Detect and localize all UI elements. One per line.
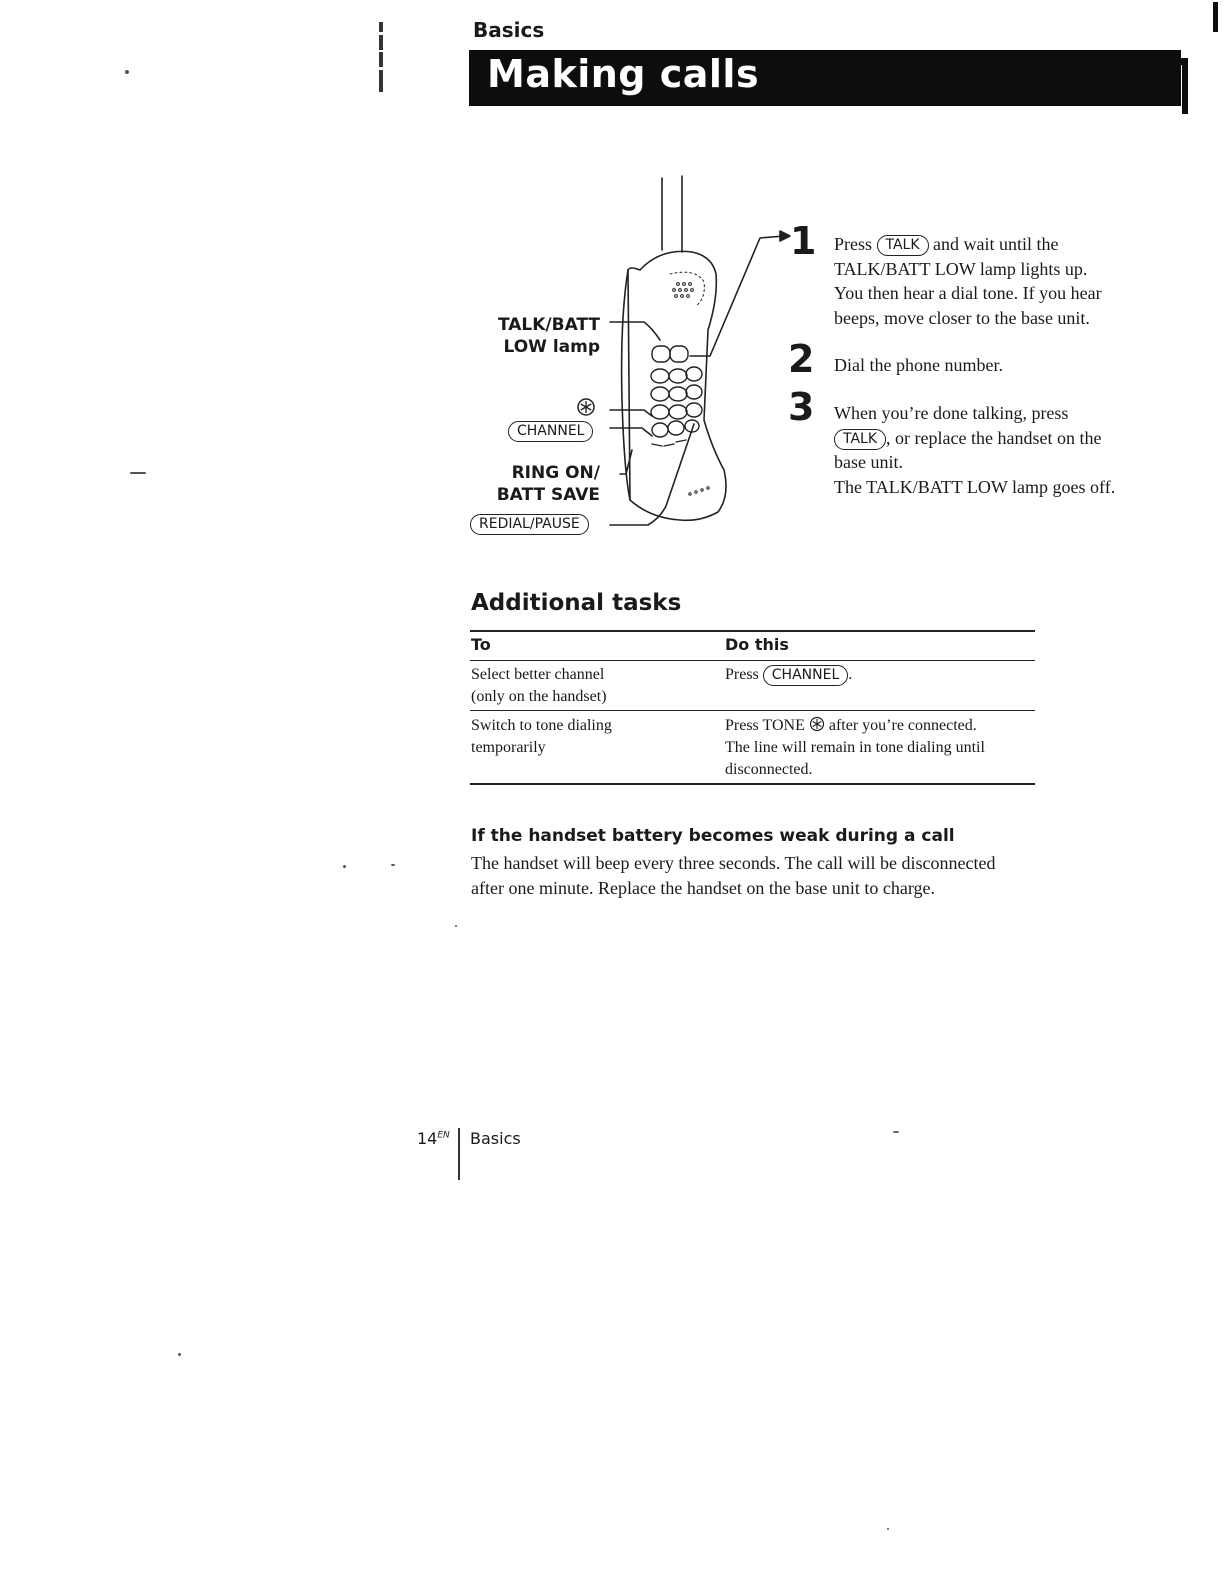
channel-key: CHANNEL xyxy=(763,665,848,686)
page-title: Making calls xyxy=(487,52,760,96)
binding-marks xyxy=(378,22,384,92)
table-cell: Press xyxy=(725,666,759,683)
table-bottom-rule xyxy=(470,783,1035,785)
talk-batt-low-lamp-label xyxy=(480,314,600,358)
table-cell: after you’re connected. xyxy=(828,717,977,734)
table-cell: The line will remain in tone dialing until xyxy=(725,739,985,756)
ring-label-line2: BATT SAVE xyxy=(496,485,600,505)
keypad xyxy=(651,346,702,446)
step-2-text xyxy=(834,353,1164,378)
step-3-line: The TALK/BATT LOW lamp goes off. xyxy=(834,476,1116,497)
table-cell: Switch to tone dialing xyxy=(471,717,612,734)
step-1-number: 1 xyxy=(790,219,817,263)
step-1-after: and wait until the xyxy=(933,234,1059,254)
talk-batt-label-line2: LOW lamp xyxy=(503,337,600,357)
step-3-number: 3 xyxy=(788,385,815,429)
additional-tasks-heading: Additional tasks xyxy=(471,590,682,616)
step-3-line: When you’re done talking, press xyxy=(834,403,1069,423)
earpiece xyxy=(673,283,694,298)
scan-speck xyxy=(178,1353,181,1356)
step-3-line: base unit. xyxy=(834,452,903,472)
footer-divider xyxy=(458,1128,460,1180)
step-1-line: You then hear a dial tone. If you hear xyxy=(834,283,1102,303)
talk-key: TALK xyxy=(877,235,929,256)
scan-speck xyxy=(893,1131,899,1133)
step-3-after: , or replace the handset on the xyxy=(886,427,1102,448)
scan-speck xyxy=(887,1528,889,1530)
antenna xyxy=(662,176,682,252)
table-row-rule xyxy=(470,710,1035,711)
table-cell: Press TONE xyxy=(725,717,805,734)
channel-key: CHANNEL xyxy=(508,421,593,442)
redial-key-label xyxy=(470,514,589,535)
weak-battery-heading: If the handset battery becomes weak during a call xyxy=(471,826,955,846)
step-3-text xyxy=(834,401,1164,499)
scan-speck xyxy=(343,865,346,868)
step-2-number: 2 xyxy=(788,337,815,381)
title-bar-tab-edge xyxy=(1182,58,1188,114)
scan-speck xyxy=(391,864,395,866)
column-header-do-this: Do this xyxy=(725,635,789,654)
step-1-text xyxy=(834,232,1164,330)
title-bar xyxy=(469,50,1181,106)
table-cell: temporarily xyxy=(471,739,546,756)
table-row-1-to xyxy=(471,664,607,708)
step-1-line: beeps, move closer to the base unit. xyxy=(834,307,1090,328)
footer-section: Basics xyxy=(470,1129,521,1148)
channel-key-label xyxy=(508,421,593,442)
table-row-2-to xyxy=(471,715,612,759)
table-top-rule xyxy=(470,630,1035,632)
handset-body xyxy=(628,251,726,520)
talk-batt-label-line1: TALK/BATT xyxy=(497,315,600,335)
column-header-to: To xyxy=(471,635,491,654)
page-number xyxy=(417,1129,450,1148)
tone-star-icon xyxy=(576,397,596,417)
ring-batt-save-label xyxy=(480,462,600,506)
weak-battery-body: The handset will beep every three seconds. The call will be disconnected after one minute. Replace the handset on the base unit to charge. xyxy=(471,853,996,898)
step-1-line: TALK/BATT LOW lamp lights up. xyxy=(834,258,1088,279)
redial-pause-key: REDIAL/PAUSE xyxy=(470,514,589,535)
table-header-rule xyxy=(470,660,1035,661)
leader-talk-batt xyxy=(610,322,660,340)
talk-key: TALK xyxy=(834,429,886,450)
step-2-line: Dial the phone number. xyxy=(834,355,1003,375)
table-cell: Select better channel xyxy=(471,666,605,683)
table-row-1-do-this xyxy=(725,664,852,686)
corner-mark xyxy=(1213,2,1218,32)
ring-label-line1: RING ON/ xyxy=(511,463,600,483)
section-label: Basics xyxy=(473,18,545,42)
leader-tone xyxy=(610,410,652,416)
scan-speck xyxy=(455,925,457,927)
page-number-value: 14 xyxy=(417,1129,438,1148)
table-row-2-do-this xyxy=(725,715,985,781)
scan-speck xyxy=(130,472,146,474)
scan-speck xyxy=(125,70,129,74)
table-cell: . xyxy=(848,666,853,683)
table-cell: (only on the handset) xyxy=(471,688,607,705)
step-1-press: Press xyxy=(834,234,873,254)
leader-step-1 xyxy=(690,236,784,356)
tone-star-icon xyxy=(809,716,825,732)
leader-channel xyxy=(610,428,652,436)
table-cell: disconnected. xyxy=(725,761,813,778)
page-number-suffix: EN xyxy=(437,1130,450,1141)
